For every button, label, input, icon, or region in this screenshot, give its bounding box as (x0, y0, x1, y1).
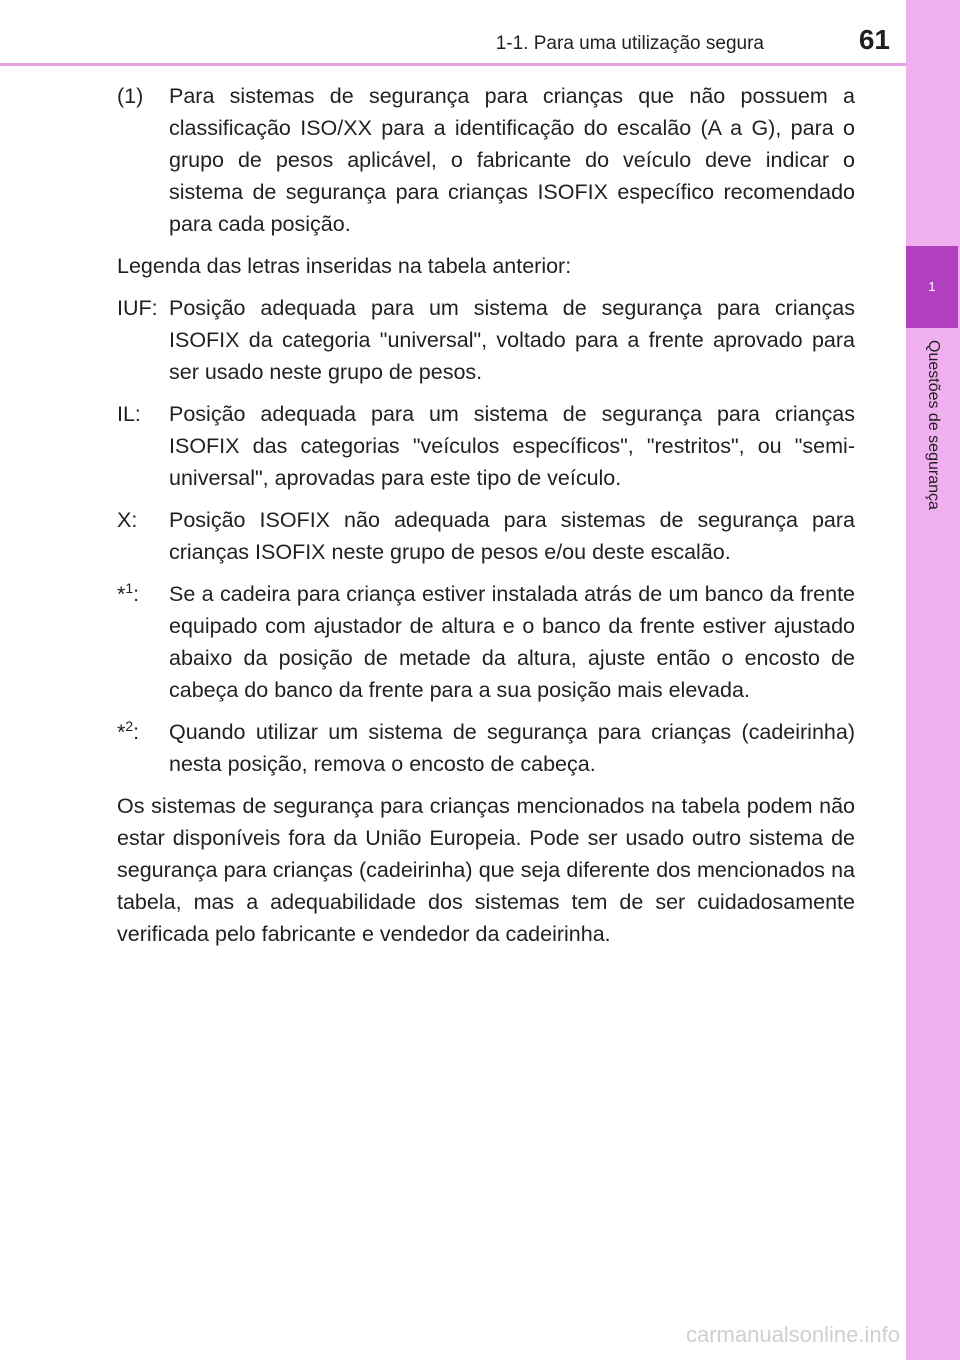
legend-item (117, 504, 855, 568)
footnote-text: Quando utilizar um sistema de segurança para crianças (cadeirinha) nesta posição, remova o encosto de cabeça. (169, 720, 855, 776)
footnote-label: *$^1$: (117, 579, 140, 606)
footnote-label: *$^2$: (117, 717, 140, 744)
footnote-text: Se a cadeira para criança estiver instalada atrás de um banco da frente equipado com ajustador de altura e o banco da frente estiver ajustado abaixo da posição de metade da altura, ajuste então o encosto de cabeça do banco da frente para a sua posição mais elevada. (169, 582, 855, 702)
chapter-title-vertical: Questões de segurança (925, 340, 942, 510)
chapter-side-tab (906, 0, 960, 1360)
legend-item (117, 292, 855, 388)
legend-label: X: (117, 508, 138, 532)
note-label: (1) (117, 84, 144, 108)
footnote-item (117, 716, 855, 780)
legend-text: Posição adequada para um sistema de segurança para crianças ISOFIX da categoria "universal", voltado para a frente aprovado para ser usado neste grupo de pesos. (169, 296, 855, 384)
chapter-number-tab: 1 (906, 246, 958, 328)
page-number: 61 (858, 24, 890, 55)
note-text: Para sistemas de segurança para crianças que não possuem a classificação ISO/XX para a identificação do escalão (A a G), para o grupo de pesos aplicável, o fabricante do veículo deve indicar o sistema de segurança para crianças ISOFIX específico recomendado para cada posição. (169, 84, 855, 236)
legend-item (117, 398, 855, 494)
page-content (117, 80, 855, 960)
watermark: carmanualsonline.info (685, 1322, 900, 1347)
legend-text: Posição adequada para um sistema de segurança para crianças ISOFIX das categorias "veículos específicos", "restritos", ou "semi-universal", aprovadas para este tipo de veículo. (169, 402, 855, 490)
footnote-item (117, 578, 855, 706)
closing-paragraph: Os sistemas de segurança para crianças mencionados na tabela podem não estar disponíveis fora da União Europeia. Pode ser usado outro sistema de segurança para crianças (cadeirinha) que seja diferente dos mencionados na tabela, mas a adequabilidade dos sistemas tem de ser cuidadosamente verificada pelo fabricante e vendedor da cadeirinha. (117, 794, 855, 946)
legend-text: Posição ISOFIX não adequada para sistemas de segurança para crianças ISOFIX neste grupo de pesos e/ou deste escalão. (169, 508, 855, 564)
legend-label: IL: (117, 402, 141, 426)
legend-intro: Legenda das letras inseridas na tabela anterior: (117, 254, 572, 278)
note-item (117, 80, 855, 240)
section-title: 1-1. Para uma utilização segura (495, 33, 764, 54)
legend-label: IUF: (117, 296, 158, 320)
header-divider (0, 63, 906, 66)
